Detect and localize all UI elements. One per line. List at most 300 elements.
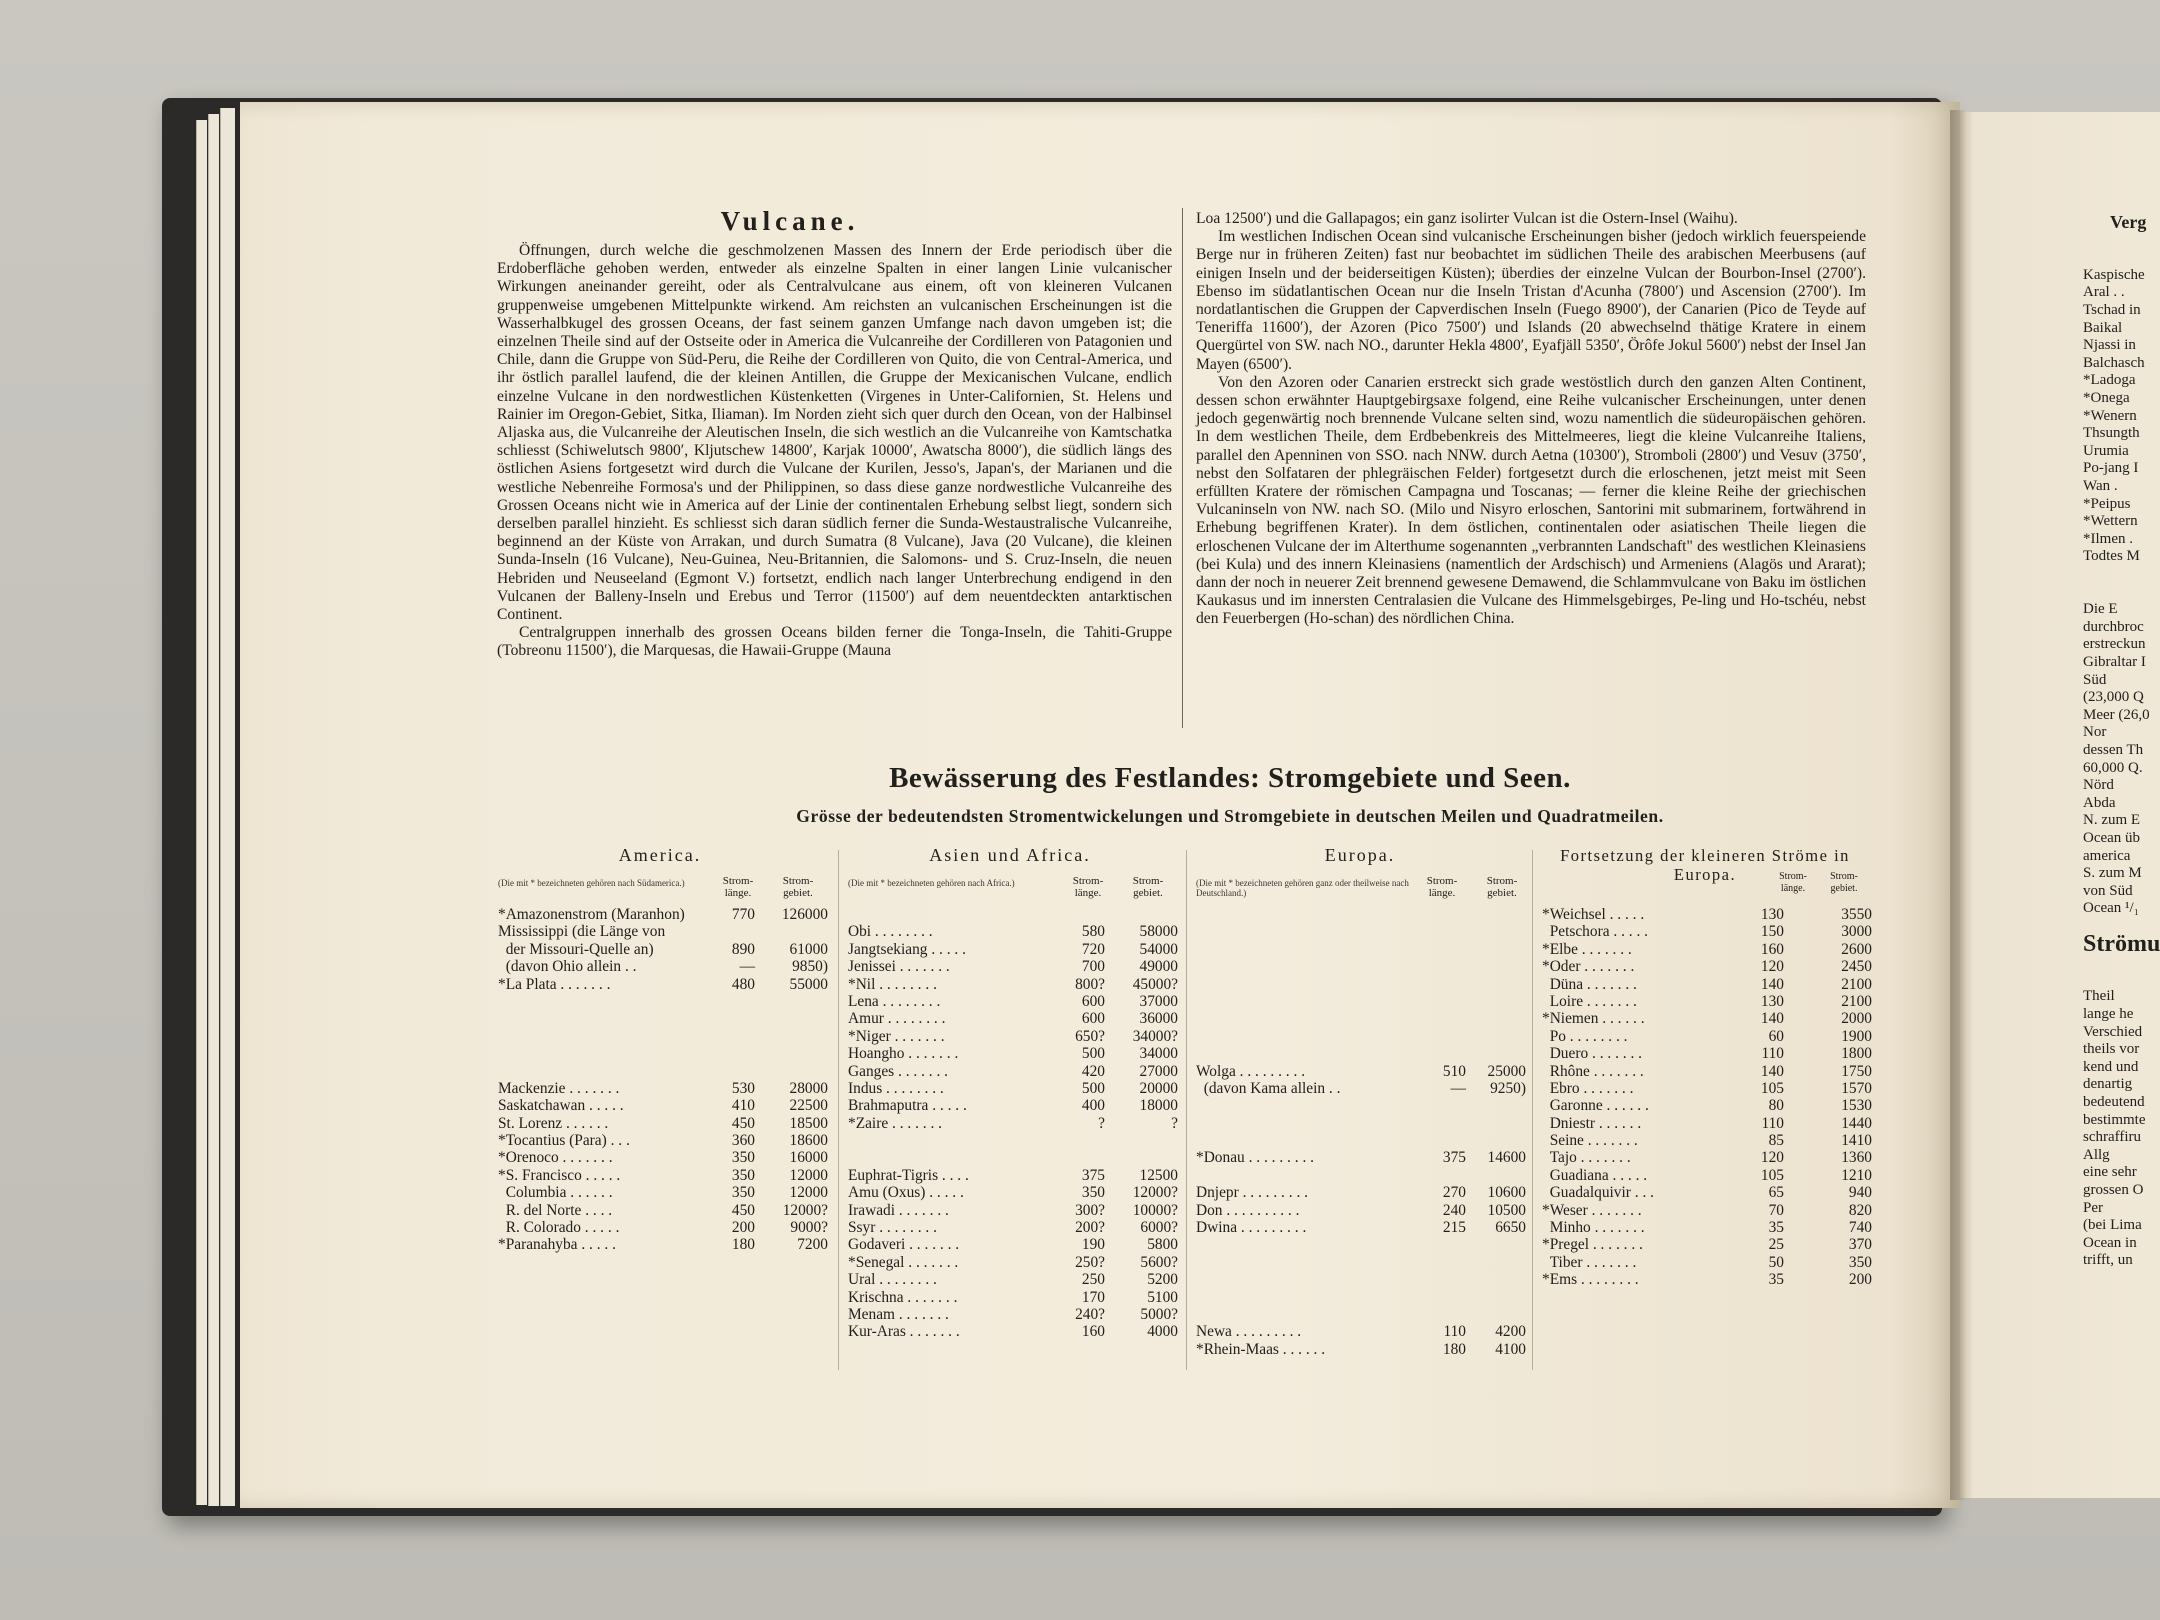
table-row — [1542, 1149, 1872, 1166]
table-row — [1542, 1080, 1872, 1097]
river-length: 270 — [1442, 1184, 1466, 1202]
river-area: 34000 — [1139, 1045, 1178, 1063]
facing-page-line: Balchasch — [2083, 354, 2145, 371]
river-name: Düna . . . . . . . — [1542, 975, 1637, 993]
river-length: 650? — [1075, 1027, 1105, 1045]
river-name: *Weser . . . . . . . — [1542, 1201, 1642, 1219]
river-area: 54000 — [1139, 940, 1178, 958]
river-length: 240 — [1442, 1201, 1466, 1219]
river-area: 58000 — [1139, 923, 1178, 941]
table-row — [1542, 1115, 1872, 1132]
river-area: 4100 — [1495, 1340, 1526, 1358]
table-row — [1542, 1010, 1872, 1027]
river-length: 120 — [1760, 958, 1784, 976]
river-area: 2450 — [1841, 958, 1872, 976]
river-area: 4000 — [1147, 1323, 1178, 1341]
asia-africa-rivers — [848, 906, 1178, 1341]
facing-page-line: Wan . — [2083, 478, 2118, 494]
table-row — [498, 1219, 828, 1236]
river-length: 300? — [1075, 1201, 1105, 1219]
river-name: Petschora . . . . . — [1542, 923, 1649, 941]
river-area: 5100 — [1147, 1288, 1178, 1306]
river-name: Loire . . . . . . . — [1542, 992, 1637, 1010]
river-area: 1570 — [1841, 1079, 1872, 1097]
facing-page-line: Po-jang I — [2083, 460, 2139, 477]
paragraph: Öffnungen, durch welche die geschmolzenen Massen des Innern der Erde periodisch über die Erdoberfläche gehoben werden, entweder als einzelne Spalten in einer langen Linie vulcanischer Wirkungen aneinander gereiht, oder als Centralvulcane aus einem, oft von kleineren Vulcanen gruppenweise umgebenen Mittelpunkte wirkend. Am reichsten an vulcanischen Erscheinungen ist die Wasserhalbkugel des grossen Oceans, der fast seinem ganzen Umfange nach davon umgeben ist; die einzelnen Theile sind auf der Ostseite oder in America die Vulcanreihe der Cordilleren von Patagonien und Chile, dann die Gruppe von Süd-Peru, die Reihe der Cordilleren von Quito, die von Central-America, und ihr östlich parallel laufend, die der kleinen Antillen, die Gruppe der Mexicanischen Vulcane, endlich einzelne Vulcane in den nordwestlichen Küstenketten (Virgenes in Unter-Californien, St. Helens und Rainier im Oregon-Gebiet, Sitka, Iliaman). Im Norden zieht sich quer durch den Ocean, von der Halbinsel Aljaska aus, die Vulcanreihe der Aleutischen Inseln, die sich westlich an die Vulcanreihe von Kamtschatka schliesst (Schiwelutsch 9800′, Kljutschew 14800′, Karjak 10000′, Awatscha 8000′), die südlich längs des östlichen Asiens fortgesetzt wird durch die Vulcane der Kurilen, Jesso's, Japan's, der Marianen und die westliche Nebenreihe Formosa's und der Philippinen, so dass diese ganze nordwestliche Vulcanreihe des Grossen Oceans nicht wie in America auf der Linie der continentalen Erhebung selbst liegt, sondern sich derselben parallel hinzieht. Es schliesst sich daran südlich ferner die Sunda-Westaustralische Vulcanreihe, beginnend an der Küste von Arrakan, und durch Sumatra (8 Vulcane), Java (20 Vulcane), die kleinen Sunda-Inseln (16 Vulcane), Neu-Guinea, Neu-Britannien, die Salomons- und S. Cruz-Inseln, die neuen Hebriden und Neuseeland (Egmont V.) fortsetzt, endlich nach langer Unterbrechung endigend in den Vulcanen der Balleny-Inseln und Erebus und Terror (11500′) auf dem neuentdeckten antarktischen Continent. — [497, 242, 1172, 624]
river-length: 50 — [1768, 1253, 1784, 1271]
river-name: *Niemen . . . . . . — [1542, 1010, 1645, 1028]
table-spacer — [498, 993, 828, 1010]
table-spacer — [1196, 1271, 1526, 1288]
table-spacer — [1196, 1010, 1526, 1027]
river-length: 770 — [731, 906, 755, 923]
river-length: 720 — [1081, 940, 1105, 958]
facing-page-line: Süd — [2083, 671, 2107, 688]
river-name: Tiber . . . . . . . — [1542, 1253, 1637, 1271]
river-name: Dniestr . . . . . . — [1542, 1114, 1642, 1132]
river-name: *La Plata . . . . . . . — [498, 975, 611, 993]
paragraph: Im westlichen Indischen Ocean sind vulcanische Erscheinungen bisher (jedoch wirklich feuerspeiende Berge nur in früheren Zeiten) fast nur beobachtet im südlichen Theile des arabischen Meerbusens (auf einigen Inseln und der beiderseitigen Küsten); überdies der einzelne Vulcan der Bourbon-Insel (2700′). Ebenso im südatlantischen Ocean nur die Inseln Tristan d'Acunha (7800′) und Ascension (2700′). Im nordatlantischen die Gruppen der Capverdischen Inseln (Fuego 8900′), der Canarien (Pico de Teyde auf Teneriffa 11600′), der Azoren (Pico 7500′) und Islands (20 abwechselnd thätige Kratere in einem Quergürtel von SW. nach NO., darunter Hekla 4800′, Eyafjäll 5350′, Örôfe Jokul 5600′) nebst der Insel Jan Mayen (6500′). — [1196, 228, 1866, 373]
facing-page-line: (23,000 Q — [2083, 689, 2144, 706]
river-length: 70 — [1768, 1201, 1784, 1219]
facing-page-line: bedeutend — [2083, 1094, 2145, 1110]
river-length: 35 — [1768, 1219, 1784, 1237]
table-spacer — [1196, 1097, 1526, 1114]
table-row — [848, 1254, 1178, 1271]
river-area: 25000 — [1487, 1062, 1526, 1080]
table-row — [848, 1010, 1178, 1027]
table-row — [498, 1236, 828, 1253]
river-area: 940 — [1848, 1184, 1872, 1202]
river-name: (davon Ohio allein . . — [498, 958, 637, 976]
europe-continued-rivers — [1542, 906, 1872, 1289]
rivers-title: Bewässerung des Festlandes: Stromgebiete und Seen. — [889, 762, 1571, 794]
facing-page-line: bestimmte — [2083, 1111, 2146, 1128]
river-area: 820 — [1848, 1201, 1872, 1219]
river-area: 10000? — [1132, 1201, 1178, 1219]
river-area: 1440 — [1841, 1114, 1872, 1132]
river-length: 500 — [1081, 1045, 1105, 1063]
river-name: Amu (Oxus) . . . . . — [848, 1184, 964, 1202]
river-area: 1210 — [1841, 1166, 1872, 1184]
river-area: 2600 — [1841, 940, 1872, 958]
river-name: Guadiana . . . . . — [1542, 1166, 1648, 1184]
facing-page-line: *Ilmen . — [2083, 530, 2133, 547]
table-spacer — [1196, 1254, 1526, 1271]
europe-rivers — [1196, 906, 1526, 1358]
table-row — [848, 993, 1178, 1010]
river-area: 27000 — [1139, 1062, 1178, 1080]
facing-page-line: Die E — [2083, 601, 2118, 618]
river-length: 140 — [1760, 1010, 1784, 1028]
river-name: Hoangho . . . . . . . — [848, 1045, 959, 1063]
river-area: 9850) — [792, 958, 828, 976]
river-area: 14600 — [1487, 1149, 1526, 1167]
river-name: *Rhein-Maas . . . . . . — [1196, 1340, 1326, 1358]
book-fold — [1950, 110, 1966, 1500]
europe-continued-heading: Fortsetzung der kleineren Ströme in Europa. — [1560, 846, 1850, 884]
facing-page-line: Nor — [2083, 724, 2107, 741]
table-row — [498, 1097, 828, 1114]
river-name: Saskatchawan . . . . . — [498, 1097, 624, 1115]
river-area: 12000? — [1132, 1184, 1178, 1202]
river-area: 5200 — [1147, 1271, 1178, 1289]
river-area: 3000 — [1841, 923, 1872, 941]
river-name: *Senegal . . . . . . . — [848, 1253, 959, 1271]
facing-page-line: Meer (26,0 — [2083, 706, 2150, 723]
facing-page-line: Urumia — [2083, 442, 2129, 459]
facing-page-line: Njassi in — [2083, 337, 2136, 354]
river-area: 5000? — [1140, 1305, 1178, 1323]
length-label: Strom-länge. — [1779, 871, 1807, 894]
river-area: 200 — [1848, 1271, 1872, 1289]
river-length: 160 — [1760, 940, 1784, 958]
river-name: *Orenoco . . . . . . . — [498, 1149, 613, 1167]
river-name: St. Lorenz . . . . . . — [498, 1114, 609, 1132]
facing-page-line: Tschad in — [2083, 302, 2141, 318]
river-length: 500 — [1081, 1079, 1105, 1097]
river-length: 600 — [1081, 992, 1105, 1010]
river-length: 130 — [1760, 906, 1784, 923]
facing-page-line: Thsungth — [2083, 425, 2140, 442]
area-label: Strom-gebiet. — [1132, 875, 1164, 899]
river-area: 36000 — [1139, 1010, 1178, 1028]
table-row — [498, 1202, 828, 1219]
facing-page-line: dessen Th — [2083, 742, 2144, 758]
table-row — [1542, 976, 1872, 993]
rivers-subtitle: Grösse der bedeutendsten Stromentwickelungen und Stromgebiete in deutschen Meilen und Quadratmeilen. — [796, 806, 1664, 826]
river-length: 420 — [1081, 1062, 1105, 1080]
table-spacer — [1196, 906, 1526, 923]
table-row — [1542, 1063, 1872, 1080]
facing-page-line: *Peipus — [2083, 495, 2131, 512]
table-row — [848, 941, 1178, 958]
river-length: 700 — [1081, 958, 1105, 976]
table-row — [498, 906, 828, 923]
river-area: 10500 — [1487, 1201, 1526, 1219]
table-row — [1542, 906, 1872, 923]
facing-page-line: Ocean ¹/₁ — [2083, 900, 2139, 917]
facing-page-line: von Süd — [2083, 882, 2133, 899]
river-length: 35 — [1768, 1271, 1784, 1289]
table-spacer — [1196, 993, 1526, 1010]
river-name: *Donau . . . . . . . . . — [1196, 1149, 1314, 1167]
table-row — [1196, 1080, 1526, 1097]
facing-page-line: Allg — [2083, 1146, 2110, 1163]
river-name: Jangtsekiang . . . . . — [848, 940, 966, 958]
river-length: 130 — [1760, 992, 1784, 1010]
length-label: Strom-länge. — [1426, 875, 1458, 899]
river-name: Rhône . . . . . . . — [1542, 1062, 1644, 1080]
table-spacer — [848, 1149, 1178, 1166]
column-rule — [1186, 850, 1187, 1370]
river-area: 2100 — [1841, 992, 1872, 1010]
table-spacer — [848, 1132, 1178, 1149]
river-name: *S. Francisco . . . . . — [498, 1166, 621, 1184]
facing-page-line: denartig — [2083, 1076, 2133, 1093]
river-length: 410 — [731, 1097, 755, 1115]
area-label: Strom-gebiet. — [1486, 875, 1518, 899]
river-name: Lena . . . . . . . . — [848, 992, 941, 1010]
facing-page-line: erstreckun — [2083, 636, 2146, 653]
page-edge — [196, 120, 207, 1505]
table-spacer — [498, 1063, 828, 1080]
table-row — [498, 1115, 828, 1132]
table-row — [1196, 1341, 1526, 1358]
river-area: 20000 — [1139, 1079, 1178, 1097]
river-length: ? — [1098, 1114, 1105, 1132]
facing-page-line: Theil — [2083, 988, 2115, 1005]
river-area: 5600? — [1140, 1253, 1178, 1271]
river-length: 800? — [1075, 975, 1105, 993]
river-area: 34000? — [1132, 1027, 1178, 1045]
table-spacer — [498, 1045, 828, 1062]
river-length: 350 — [1081, 1184, 1105, 1202]
volcano-text-left — [497, 242, 1172, 661]
river-area: 1750 — [1841, 1062, 1872, 1080]
facing-page-line: S. zum M — [2083, 865, 2142, 882]
river-length: 170 — [1081, 1288, 1105, 1306]
river-length: 85 — [1768, 1132, 1784, 1150]
river-name: Tajo . . . . . . . — [1542, 1149, 1631, 1167]
river-length: 160 — [1081, 1323, 1105, 1341]
river-name: Newa . . . . . . . . . — [1196, 1323, 1302, 1341]
table-row — [1542, 1132, 1872, 1149]
table-row — [1196, 1323, 1526, 1340]
river-area: 1800 — [1841, 1045, 1872, 1063]
river-name: R. Colorado . . . . . — [498, 1219, 620, 1237]
river-name: Menam . . . . . . . — [848, 1305, 949, 1323]
river-area: 3550 — [1841, 906, 1872, 923]
river-length: 890 — [731, 940, 755, 958]
length-label: Strom-länge. — [1072, 875, 1104, 899]
river-area: 7200 — [797, 1236, 828, 1254]
table-row — [1542, 1271, 1872, 1288]
river-length: 215 — [1442, 1219, 1466, 1237]
river-length: 140 — [1760, 1062, 1784, 1080]
facing-page-line: N. zum E — [2083, 812, 2141, 829]
river-area: 12000 — [789, 1184, 828, 1202]
river-length: 200 — [731, 1219, 755, 1237]
river-length: 25 — [1768, 1236, 1784, 1254]
river-name: Minho . . . . . . . — [1542, 1219, 1645, 1237]
facing-page-line: Gibraltar I — [2083, 654, 2146, 670]
table-row — [848, 1219, 1178, 1236]
river-length: 150 — [1760, 923, 1784, 941]
asia-africa-note: (Die mit * bezeichneten gehören nach Africa.) — [848, 878, 1015, 888]
table-row — [1542, 993, 1872, 1010]
facing-page-line: grossen O — [2083, 1182, 2144, 1198]
river-name: *Ems . . . . . . . . — [1542, 1271, 1639, 1289]
table-row — [848, 1080, 1178, 1097]
river-length: 480 — [731, 975, 755, 993]
table-row — [848, 1202, 1178, 1219]
table-row — [848, 1271, 1178, 1288]
river-length: 450 — [731, 1201, 755, 1219]
river-area: 45000? — [1132, 975, 1178, 993]
river-name: *Niger . . . . . . . — [848, 1027, 945, 1045]
table-row — [848, 1167, 1178, 1184]
river-length: 250? — [1075, 1253, 1105, 1271]
table-row — [1542, 1097, 1872, 1114]
table-row — [498, 1132, 828, 1149]
river-name: Garonne . . . . . . — [1542, 1097, 1649, 1115]
river-length: 400 — [1081, 1097, 1105, 1115]
facing-page-line: Aral . . — [2083, 284, 2125, 301]
table-row — [1196, 1149, 1526, 1166]
table-spacer — [1196, 1132, 1526, 1149]
river-length: 580 — [1081, 923, 1105, 941]
river-area: 2100 — [1841, 975, 1872, 993]
table-row — [498, 923, 828, 940]
river-name: *Paranahyba . . . . . — [498, 1236, 616, 1254]
page-edge — [220, 108, 235, 1506]
facing-page-line: *Onega — [2083, 390, 2130, 406]
river-name: Seine . . . . . . . — [1542, 1132, 1638, 1150]
table-row — [498, 976, 828, 993]
river-length: 375 — [1442, 1149, 1466, 1167]
america-note: (Die mit * bezeichneten gehören nach Südamerica.) — [498, 878, 685, 888]
river-area: 6000? — [1140, 1219, 1178, 1237]
river-name: Columbia . . . . . . — [498, 1184, 613, 1202]
table-row — [498, 941, 828, 958]
river-area: 126000 — [781, 906, 828, 923]
length-label: Strom-länge. — [722, 875, 754, 899]
table-spacer — [1196, 958, 1526, 975]
river-length: 180 — [1442, 1340, 1466, 1358]
table-spacer — [1196, 1289, 1526, 1306]
river-area: 28000 — [789, 1079, 828, 1097]
river-area: 12000 — [789, 1166, 828, 1184]
river-area: 4200 — [1495, 1323, 1526, 1341]
river-name: *Amazonenstrom (Maranhon) — [498, 906, 685, 923]
river-name: *Tocantius (Para) . . . — [498, 1132, 630, 1150]
table-row — [1196, 1184, 1526, 1201]
river-area: 5800 — [1147, 1236, 1178, 1254]
river-name: Dwina . . . . . . . . . — [1196, 1219, 1307, 1237]
river-name: Ganges . . . . . . . — [848, 1062, 949, 1080]
river-length: 140 — [1760, 975, 1784, 993]
river-name: Kur-Aras . . . . . . . — [848, 1323, 960, 1341]
river-name: Guadalquivir . . . — [1542, 1184, 1654, 1202]
river-area: 12000? — [782, 1201, 828, 1219]
facing-page-line: Ocean üb — [2083, 830, 2141, 846]
table-spacer — [1196, 1028, 1526, 1045]
column-rule — [838, 850, 839, 1370]
table-row — [1542, 1202, 1872, 1219]
table-row — [1542, 1167, 1872, 1184]
table-spacer — [1196, 941, 1526, 958]
river-area: 1900 — [1841, 1027, 1872, 1045]
table-spacer — [498, 1010, 828, 1027]
river-area: 9000? — [790, 1219, 828, 1237]
river-area: 18500 — [789, 1114, 828, 1132]
river-length: 110 — [1443, 1323, 1466, 1341]
river-area: 1410 — [1841, 1132, 1872, 1150]
facing-page-line: Nörd — [2083, 777, 2114, 794]
river-name: Wolga . . . . . . . . . — [1196, 1062, 1306, 1080]
page-edge — [208, 114, 219, 1506]
river-length: 190 — [1081, 1236, 1105, 1254]
table-row — [1542, 1254, 1872, 1271]
river-area: 6650 — [1495, 1219, 1526, 1237]
river-area: ? — [1171, 1114, 1178, 1132]
area-label: Strom-gebiet. — [782, 875, 814, 899]
facing-page-line: 60,000 Q. — [2083, 759, 2143, 776]
table-spacer — [848, 906, 1178, 923]
table-spacer — [1196, 1045, 1526, 1062]
river-length: 110 — [1761, 1114, 1784, 1132]
facing-page-line: Verg — [2110, 212, 2147, 232]
river-length: 65 — [1768, 1184, 1784, 1202]
table-row — [498, 1167, 828, 1184]
river-length: 600 — [1081, 1010, 1105, 1028]
river-area: 49000 — [1139, 958, 1178, 976]
river-length: 240? — [1075, 1305, 1105, 1323]
table-row — [848, 1289, 1178, 1306]
facing-page-line: eine sehr — [2083, 1164, 2137, 1181]
river-length: 80 — [1768, 1097, 1784, 1115]
table-row — [848, 976, 1178, 993]
table-row — [848, 1028, 1178, 1045]
table-spacer — [498, 1028, 828, 1045]
river-length: 250 — [1081, 1271, 1105, 1289]
facing-page-line: Abda — [2083, 794, 2116, 811]
river-area: 740 — [1848, 1219, 1872, 1237]
river-length: 360 — [731, 1132, 755, 1150]
river-name: Ebro . . . . . . . — [1542, 1079, 1634, 1097]
river-area: 22500 — [789, 1097, 828, 1115]
river-area: 16000 — [789, 1149, 828, 1167]
river-name: Jenissei . . . . . . . — [848, 958, 950, 976]
asia-africa-heading: Asien und Africa. — [929, 845, 1091, 865]
table-row — [1542, 1184, 1872, 1201]
table-spacer — [1196, 976, 1526, 993]
river-name: *Nil . . . . . . . . — [848, 975, 937, 993]
facing-page-line: lange he — [2083, 1006, 2134, 1022]
river-length: — — [1450, 1079, 1466, 1097]
river-length: 200? — [1075, 1219, 1105, 1237]
table-row — [1542, 958, 1872, 975]
river-area: 18600 — [789, 1132, 828, 1150]
river-name: der Missouri-Quelle an) — [498, 940, 654, 958]
table-row — [1542, 923, 1872, 940]
table-row — [848, 1063, 1178, 1080]
river-area: 37000 — [1139, 992, 1178, 1010]
river-area: 350 — [1848, 1253, 1872, 1271]
column-rule — [1182, 208, 1183, 728]
table-row — [1196, 1202, 1526, 1219]
table-row — [848, 1184, 1178, 1201]
table-row — [848, 1323, 1178, 1340]
facing-page-line: (bei Lima — [2083, 1217, 2142, 1234]
volcano-text-right — [1196, 210, 1866, 629]
river-length: 105 — [1760, 1166, 1784, 1184]
table-row — [498, 958, 828, 975]
river-name: Mackenzie . . . . . . . — [498, 1079, 620, 1097]
river-name: (davon Kama allein . . — [1196, 1079, 1341, 1097]
river-name: Don . . . . . . . . . . — [1196, 1201, 1300, 1219]
facing-page-line: kend und — [2083, 1058, 2139, 1075]
river-length: 510 — [1442, 1062, 1466, 1080]
river-name: Irawadi . . . . . . . — [848, 1201, 949, 1219]
table-spacer — [1196, 1167, 1526, 1184]
table-row — [1542, 941, 1872, 958]
river-length: 350 — [731, 1166, 755, 1184]
table-row — [498, 1184, 828, 1201]
river-name: Ural . . . . . . . . — [848, 1271, 937, 1289]
facing-page-line: Todtes M — [2083, 548, 2140, 565]
